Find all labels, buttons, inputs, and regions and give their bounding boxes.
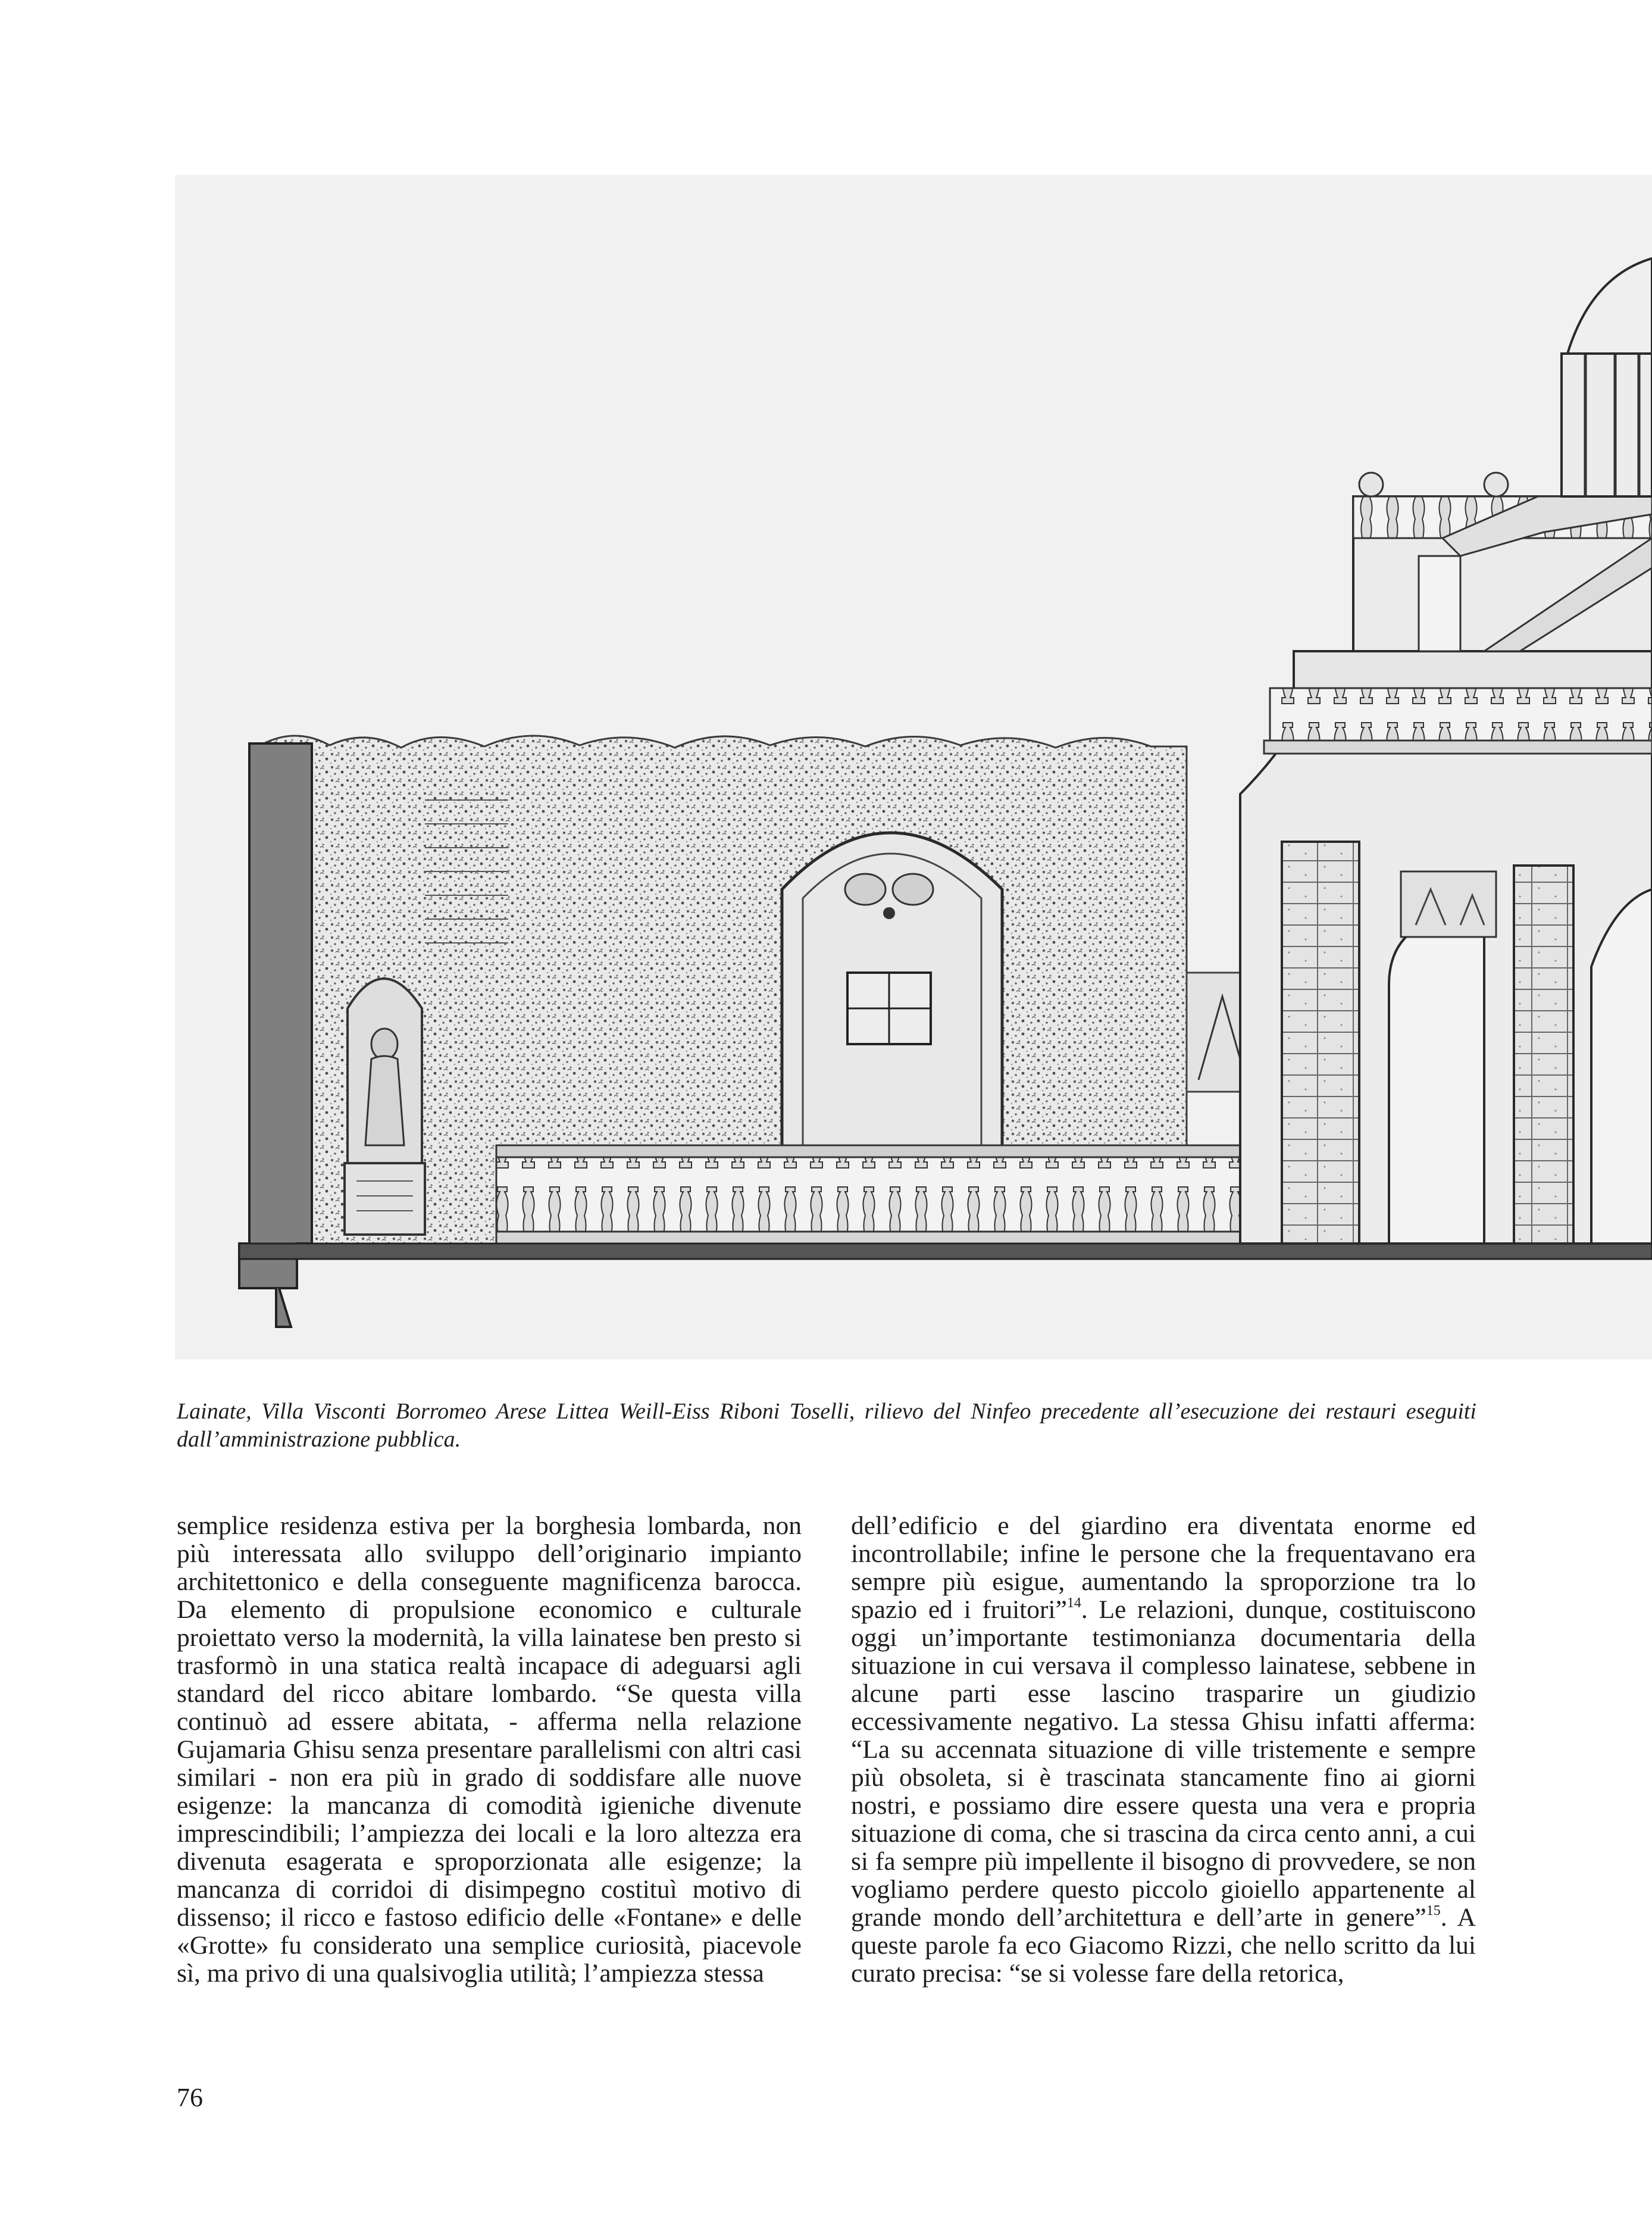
survey-drawing-figure: [175, 175, 1652, 1360]
footnote-ref-15[interactable]: 15: [1426, 1903, 1441, 1919]
page-number: 76: [177, 2083, 203, 2112]
body-text: dell’edificio e del giardino era diventata enorme ed incontrollabile; infine le persone che la frequentavano era sempre più esigue, aumentando la sproporzione tra lo spazio ed i fruitori”: [851, 1511, 1476, 1624]
body-text: . Le relazioni, dunque, costituiscono oggi un’importante testimonianza documentaria della situazione in cui versava il complesso lainatese, sebbene in alcune parti esse lascino trasparire un giudizio eccessivamente negativo. La stessa Ghisu infatti afferma: “La su accennata situazione di ville tristemente e sempre più obsoleta, si è trascinata stancamente fino ai giorni nostri, e possiamo dire essere questa una vera e propria situazione di coma, che si trascina da circa cento anni, a cui si fa sempre più impellente il bisogno di provvedere, se non vogliamo perdere questo piccolo gioiello appartenente al grande mondo dell’architettura e dell’arte in genere”: [851, 1595, 1476, 1932]
footnote-ref-14[interactable]: 14: [1066, 1595, 1081, 1611]
text-column-left: [177, 1512, 802, 1988]
body-paragraph: semplice residenza estiva per la borghesia lombarda, non più interessata allo sviluppo dell’originario impianto architettonico e della conseguente magnificenza barocca. Da elemento di propulsione economico e culturale proiettato verso la modernità, la villa lainatese ben presto si trasformò in una statica realtà incapace di adeguarsi agli standard del ricco abitare lombardo. “Se questa villa continuò ad essere abitata, - afferma nella relazione Gujamaria Ghisu senza presentare parallelismi con altri casi similari - non era più in grado di soddisfare alle nuove esigenze: la mancanza di comodità igieniche divenute imprescindibili; l’ampiezza dei locali e la loro altezza era divenuta esagerata e sproporzionata alle esigenze; la mancanza di corridoi di disimpegno costituì motivo di dissenso; il ricco e fastoso edificio delle «Fontane» e delle «Grotte» fu considerato una semplice curiosità, piacevole sì, ma privo di una qualsivoglia utilità; l’ampiezza stessa: [177, 1511, 802, 1988]
nymphaeum-elevation-drawing: [175, 175, 1652, 1360]
body-paragraph: [851, 1512, 1476, 1988]
text-column-right: [851, 1512, 1476, 1988]
body-text: . A queste parole fa eco Giacomo Rizzi, che nello scritto da lui curato precisa: “se si volesse fare della retorica,: [851, 1903, 1476, 1988]
figure-caption: Lainate, Villa Visconti Borromeo Arese Littea Weill-Eiss Riboni Toselli, rilievo del Ninfeo precedente all’esecuzione dei restauri eseguiti dall’amministrazione pubblica.: [177, 1399, 1476, 1452]
